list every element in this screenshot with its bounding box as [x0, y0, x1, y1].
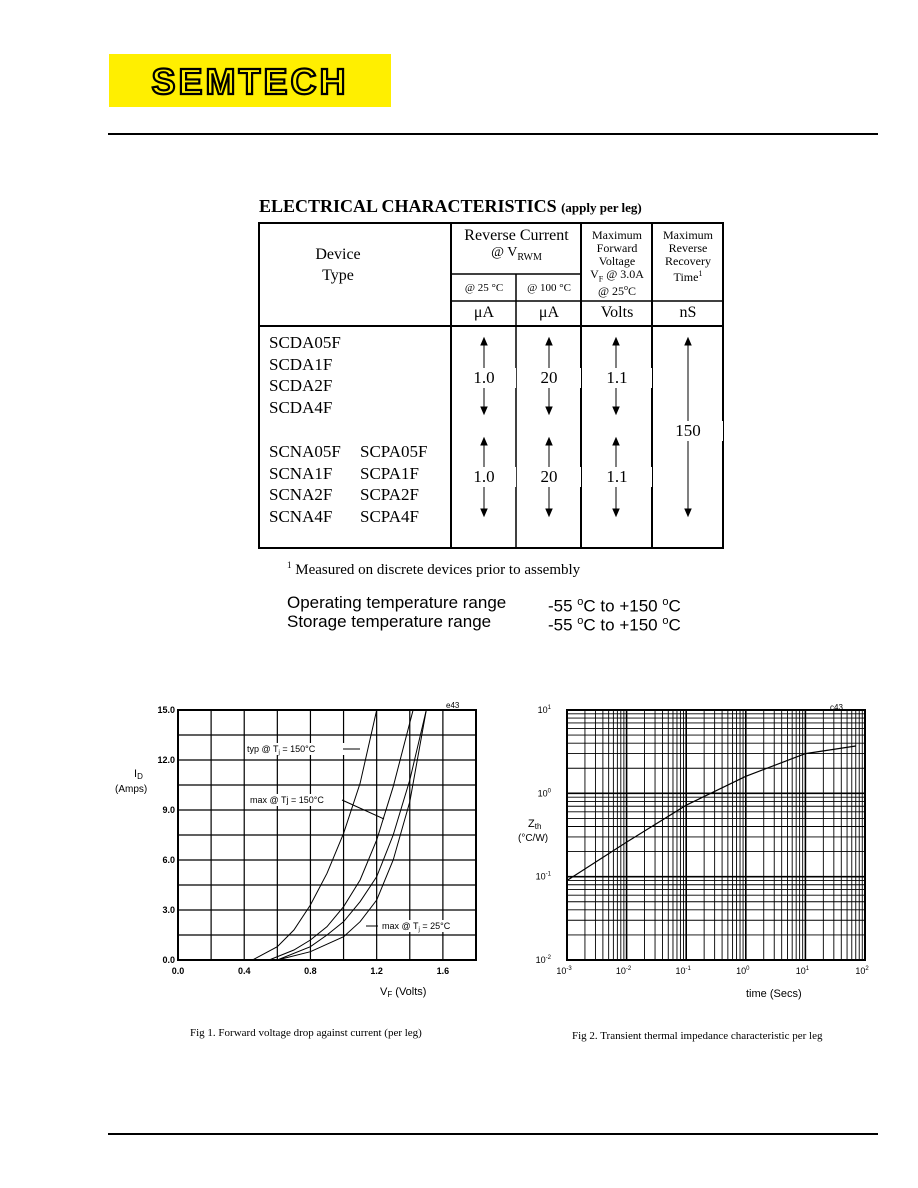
fig1-corner-code: e43: [446, 701, 460, 710]
header-forward-5: @ 25$^o$C: [597, 283, 637, 298]
fig2-xtick: $10^2$: [855, 966, 869, 976]
fig2-ytick: $10^{-1}$: [535, 871, 551, 882]
fig1-xtick: 0.4: [237, 966, 251, 976]
unit-rc25: μA: [473, 304, 495, 321]
fig2-corner-code: c43: [830, 703, 843, 712]
section-title: [259, 196, 642, 217]
footer-rule: [108, 1133, 878, 1135]
device-name: SCPA1F: [360, 463, 419, 483]
device-name: SCDA05F: [269, 333, 341, 352]
fig2-ytick: $10^0$: [537, 788, 551, 799]
header-device: Device: [315, 246, 361, 263]
unit-trr: nS: [679, 304, 697, 321]
device-name: SCDA2F: [269, 376, 333, 395]
section-title-text: ELECTRICAL CHARACTERISTICS: [259, 196, 557, 216]
fig2-xtick: $10^1$: [795, 966, 810, 976]
logo-artwork: [109, 54, 391, 107]
footnote: [287, 560, 580, 579]
device-list-group1: [269, 332, 341, 418]
fig1-ylabel: ID: [134, 768, 143, 781]
header-recovery-2: Reverse: [668, 241, 708, 255]
g2-ir25: 1.0: [452, 467, 516, 487]
device-name: SCPA2F: [360, 485, 419, 504]
storage-temp-value: -55 $^o$C to +150 $^o$C: [548, 615, 681, 635]
fig1-ann-max25: max @ $T_j = 25^\circ C$: [382, 921, 451, 933]
footnote-text: Measured on discrete devices prior to assembly: [291, 562, 581, 578]
fig1-xtick: 1.2: [370, 966, 383, 976]
device-name: SCPA05F: [360, 442, 428, 461]
fig2-ytick: $10^1$: [537, 705, 551, 715]
header-rule: [108, 133, 878, 135]
g2-vf: 1.1: [582, 467, 652, 487]
fig2-thermal-impedance-chart: [510, 700, 880, 1010]
header-rc-100: @ 100 °C: [527, 282, 571, 294]
logo-text: SEMTECH: [151, 61, 349, 102]
header-forward-1: Maximum: [592, 228, 642, 242]
fig2-xtick: $10^0$: [736, 966, 750, 976]
g1-ir100: 20: [517, 368, 581, 388]
header-recovery-3: Recovery: [665, 254, 711, 268]
fig2-xtick: $10^{-2}$: [615, 966, 632, 976]
header-recovery-4: Time$^1$: [673, 269, 703, 284]
header-recovery-1: Maximum: [663, 228, 713, 242]
fig1-xlabel: VF (Volts): [380, 986, 427, 999]
operating-temp-row: [287, 593, 681, 616]
fig1-xtick: 1.6: [436, 966, 450, 976]
g2-ir100: 20: [517, 467, 581, 487]
storage-temp-label: Storage temperature range: [287, 612, 492, 631]
operating-temp-label: Operating temperature range: [287, 593, 507, 612]
fig1-forward-voltage-chart: [110, 700, 480, 1010]
fig2-series-line: [567, 746, 856, 881]
device-name: SCNA05F: [269, 442, 341, 461]
device-name: SCPA4F: [360, 506, 419, 526]
fig1-ann-max150: max @ Tj = 150°C: [250, 795, 324, 805]
header-reverse-current: Reverse Current: [464, 227, 569, 244]
temperature-ranges: [287, 593, 681, 635]
fig1-ytick: 3.0: [162, 905, 175, 915]
g1-ir25: 1.0: [452, 368, 516, 388]
storage-temp-row: [287, 612, 681, 635]
unit-vf: Volts: [600, 304, 634, 321]
fig1-ylabel-units: (Amps): [115, 784, 148, 795]
fig1-caption: Fig 1. Forward voltage drop against current (per leg): [190, 1027, 422, 1039]
section-subtitle: (apply per leg): [561, 200, 642, 215]
fig1-ytick: 12.0: [157, 755, 175, 765]
header-forward-4: $V_F$ @ 3.0A: [590, 267, 644, 284]
fig2-ytick: $10^{-2}$: [535, 955, 551, 965]
fig1-ytick: 6.0: [162, 855, 175, 865]
fig2-xlabel: time (Secs): [746, 988, 802, 1000]
fig1-ytick: 0.0: [162, 955, 175, 965]
g1-vf: 1.1: [582, 368, 652, 388]
fig1-ytick: 15.0: [157, 705, 175, 715]
device-name: SCNA4F: [269, 506, 333, 526]
fig1-ann-typ150: typ @ $T_j = 150^\circ C$: [247, 744, 316, 756]
device-name: SCNA1F: [269, 463, 333, 483]
unit-rc100: μA: [538, 304, 560, 321]
device-name: SCDA4F: [269, 397, 333, 417]
header-type: Type: [322, 267, 354, 284]
device-list-group2-p: [360, 441, 427, 527]
fig2-caption: Fig 2. Transient thermal impedance characteristic per leg: [572, 1030, 823, 1042]
fig2-xtick: $10^{-3}$: [556, 966, 572, 976]
device-list-group2-n: [269, 441, 341, 527]
fig2-plot-frame: [567, 710, 865, 960]
operating-temp-value: -55 $^o$C to +150 $^o$C: [548, 596, 681, 616]
fig2-ylabel: Zth: [528, 818, 542, 831]
header-vrwm: @ $V_{RWM}$: [491, 245, 542, 263]
fig1-ytick: 9.0: [162, 805, 175, 815]
device-name: SCDA1F: [269, 354, 333, 374]
header-rc-25: @ 25 °C: [464, 282, 504, 294]
fig1-xtick: 0.0: [171, 966, 185, 976]
fig1-xtick: 0.8: [304, 966, 317, 976]
fig2-xtick: $10^{-1}$: [675, 966, 691, 976]
header-forward-3: Voltage: [598, 254, 636, 268]
fig2-ylabel-units: (°C/W): [518, 833, 549, 844]
trr-value: 150: [653, 421, 723, 441]
semtech-logo: [109, 54, 391, 107]
header-forward-2: Forward: [596, 241, 638, 255]
footnote-marker: 1: [287, 560, 292, 570]
device-name: SCNA2F: [269, 485, 333, 504]
